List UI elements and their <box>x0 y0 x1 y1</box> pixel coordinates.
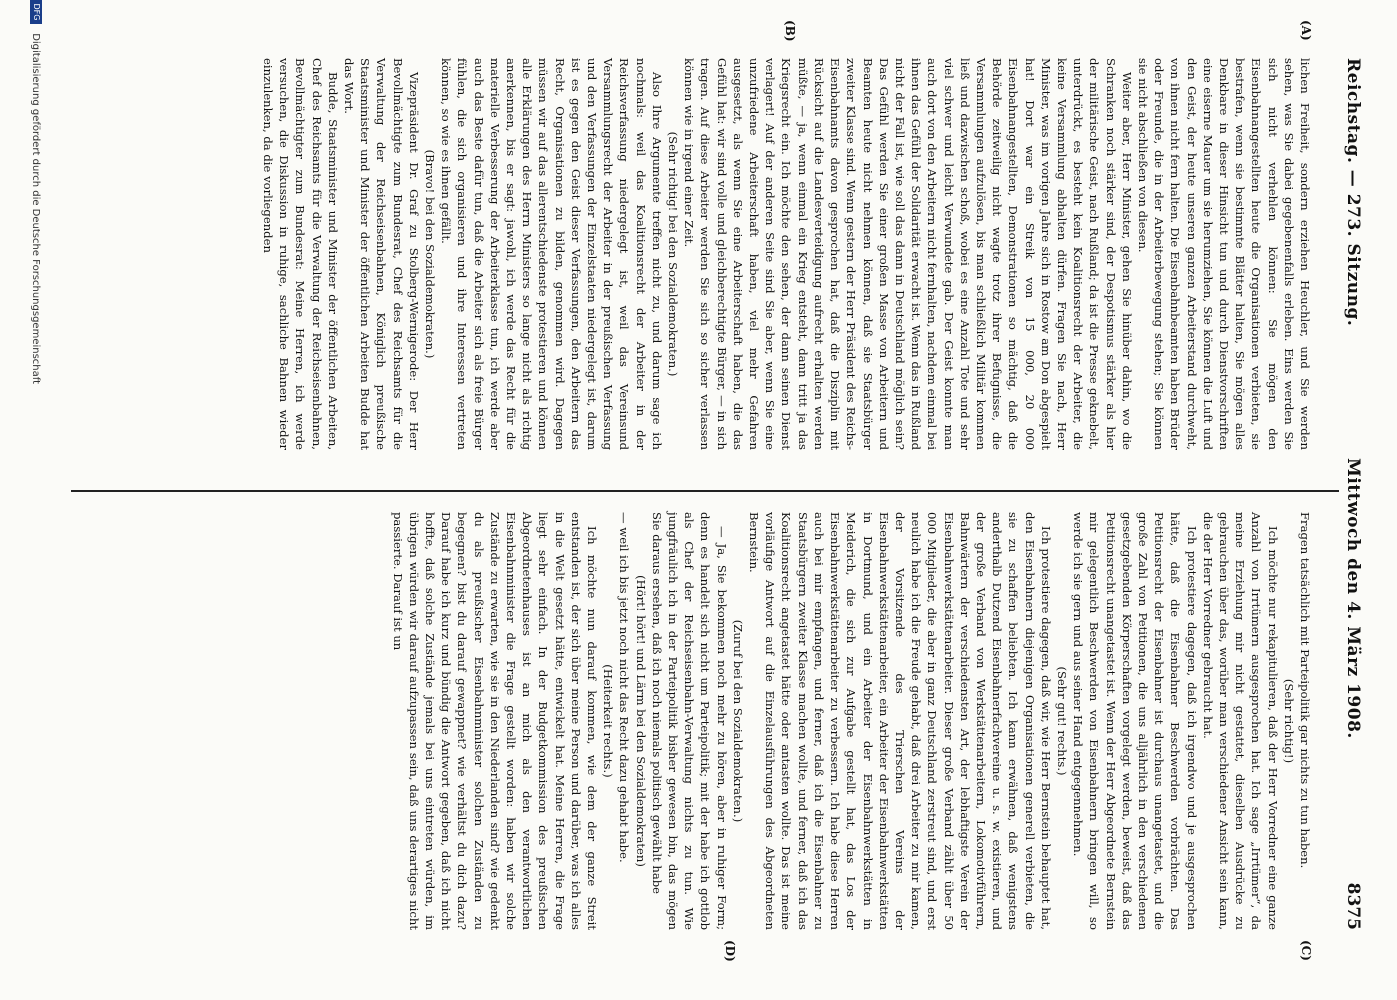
paragraph: Ich möchte nur rekapitulieren, daß der Herr Vorredner eine ganze Anzahl von Irrtümern ausgesprochen hat. Ich sage „Irrtümer“, da meine Erziehung mir nicht gestattet, dieselben Ausdrücke zu gebrauchen über das, worüber man verschiedener Ansicht sein kann, die der Herr Vorredner gebraucht hat. <box>1200 512 1280 930</box>
paragraph: (Heiterkeit rechts.) <box>601 664 616 778</box>
paragraph: Vizepräsident Dr. Graf zu Stolberg-Wernigerode: Der Herr Bevollmächtigte zum Bundesrat, Chef des Reichsamts für die Verwaltung der Reichseisenbahnen, Königlich preußische Staatsminister und Minister der öffentlichen Arbeiten Budde hat das Wort. <box>342 58 421 450</box>
text-column-left <box>260 58 1313 450</box>
header-date: Mittwoch den 4. März 1908. <box>1343 458 1363 739</box>
text-column-right <box>389 512 1313 930</box>
paragraph: (Hört! hört! und Lärm bei den Sozialdemokraten) <box>633 575 648 867</box>
margin-letter-d: (D) <box>723 940 737 962</box>
page-number: 8375 <box>1343 882 1363 930</box>
paragraph: — Ja, Sie bekommen noch mehr zu hören, aber in ruhiger Form; denn es handelt sich nicht um Parteipolitik; mit der habe ich gottlob als Chef der Reichseisenbahn-Verwaltung nichts zu tun. Wie jungfräulich ich in der Parteipolitik bisher gewesen bin, das mögen Sie daraus ersehen, daß ich noch niemals politisch gewählt habe <box>649 512 729 930</box>
paragraph: (Zuruf bei den Sozialdemokraten.) <box>730 619 745 823</box>
paragraph: Weiter aber, Herr Minister, gehen Sie hinüber dahin, wo die Schranken noch stärker sind, der Despotismus stärker als hier der militärische Geist, nach Rußland; da ist die Presse geknebelt, unterdrückt, es besteht kein Koalitionsrecht der Arbeiter, die keine Versammlung abhalten dürfen. Fragen Sie nach, Herr Minister, was im vorigen Jahre sich in Rostow am Don abgespielt hat! Dort war ein Streik von 15 000, 20 000 Eisenbahnangestellten, Demonstrationen so mächtig, daß die Behörde zeitweilig nicht wagte trotz ihrer Befugnisse, die Versammlungen aufzulösen, bis man schließlich Militär kommen ließ und dazwischen schoß, wobei es eine Anzahl Tote und sehr viel schwer und leicht Verwundete gab. Der Geist konnte man auch dort von den Arbeitern nicht fernhalten, nachdem einmal bei ihnen das Gefühl der Solidarität erwacht ist. Wenn das in Rußland nicht der Fall ist, wie soll das dann in Deutschland möglich sein? Das Gefühl werden Sie einer großen Masse von Arbeitern und Beamten heute nicht nehmen können, daß sie Staatsbürger zweiter Klasse sind. Wenn gestern der Herr Präsident des Reichs-Eisenbahnamts davon gesprochen hat, daß die Disziplin mit Rücksicht auf die Landesverteidigung aufrecht erhalten werden müßte, — ja, wenn einmal ein Krieg entsteht, dann tritt ja das Kriegsrecht ein. Ich möchte den sehen, der dann seinen Dienst verlagert! Auf der anderen Seite sind Sie aber, wenn Sie eine unzufriedene Arbeiterschaft haben, viel mehr Gefahren ausgesetzt, als wenn Sie eine Arbeiterschaft haben, die das Gefühl hat: wir sind volle und gleichberechtigte Bürger, — in sich tragen. Auf diese Arbeiter werden Sie sich so sicher verlassen können wie in irgend einer Zeit. <box>682 58 1134 450</box>
paragraph: — weil ich bis jetzt noch nicht das Recht dazu gehabt habe. <box>617 512 632 863</box>
dfg-logo: DFG <box>30 0 42 24</box>
margin-letter-c: (C) <box>1299 940 1313 961</box>
footer-note <box>30 0 42 1000</box>
paragraph: Ich möchte nun darauf kommen, wie dem der ganze Streit entstanden ist, der sich über meine Person und darüber, was ich alles in die Welt gesetzt hätte, entwickelt hat. Meine Herren, die Frage liegt sehr einfach. In der Budgetkommission des preußischen Abgeordnetenhauses ist an mich als den verantwortlichen Eisenbahnminister die Frage gestellt worden: haben wir solche Zustände zu erwarten, wie sie in den Niederlanden sind? wie gedenkt du als preußischer Eisenbahnminister solchen Zuständen zu begegnen? bist du darauf gewappnet? wie verhältst du dich dazu? Darauf habe ich kurz und bündig die Antwort gegeben, daß ich nicht hoffte, daß solche Zustände jemals bei uns eintreten würden, im übrigen würden wir darauf aufzupassen sein, daß uns derartiges nicht passierte. Darauf ist un <box>390 512 600 930</box>
paragraph: Also Ihre Argumente treffen nicht zu, und darum sage ich nochmals: weil das Koalitionsrecht der Arbeiter in der Reichsverfassung niedergelegt ist, weil das Vereinsund Versammlungsrecht der Arbeiter in der preußischen Verfassung und den Verfassungen der Einzelstaaten niedergelegt ist, darum ist es gegen den Geist dieser Verfassungen, den Arbeitern das Recht, Organisationen zu bilden, genommen wird. Dagegen müssen wir auf das allerentschiedenste protestieren und können alle Erklärungen des Herrn Ministers so lange nicht als richtig anerkennen, bis er sagt: jawohl, ich werde das Recht für die materielle Verbesserung der Arbeiterklasse tun, ich werde aber auch das Beste dafür tun, daß die Arbeiter sich als freie Bürger fühlen, die sich organisieren und ihre Interessen vertreten können, so wie es ihnen gefällt. <box>439 58 664 450</box>
paragraph: Budde, Staatsminister und Minister der öffentlichen Arbeiten, Chef des Reichsamts für die Verwaltung der Reichseisenbahnen, Bevollmächtigter zum Bundesrat: Meine Herren, ich werde versuchen, die Diskussion in ruhige, sachliche Bahnen wieder einzulenken, da die vorliegenden <box>261 58 340 450</box>
paragraph: Ich protestiere dagegen, daß ich irgendwo und je ausgesprochen hätte, daß die Eisenbahner Beschwerden vorbrächten. Das Petitionsrecht der Eisenbahner ist durchaus unangetastet, und die große Zahl von Petitionen, die uns alljährlich in den verschiedenen gesetzgebenden Körperschaften vorgelegt werden, beweist, daß das Petitionsrecht unangetastet ist. Wenn der Herr Abgeordnete Bernstein mir gelegentlich Beschwerden von Eisenbahnern bringen will, so werde ich sie gern und aus seiner Hand entgegennehmen. <box>1071 512 1199 930</box>
header-left: Reichstag. — 273. Sitzung. <box>1343 58 1363 327</box>
paragraph: (Bravo! bei den Sozialdemokraten.) <box>423 149 438 359</box>
margin-letter-a: (A) <box>1299 20 1313 41</box>
paragraph: Ich protestiere dagegen, daß wir, wie Herr Bernstein behauptet hat, den Eisenbahnern diejenigen Organisationen generell verbieten, die sie zu schaffen beliebten. Ich kann erwähnen, daß wenigstens anderthalb Dutzend Eisenbahnerfachvereine u. s. w. existieren, und der große Verband von Werkstättenarbeitern, Lokomotivführern, Bahnwärtern der verschiedensten Art, der lebhaftigste Verein der Eisenbahnwerkstättenarbeiter. Dieser große Verband zählt über 50 000 Mitglieder, die aber in ganz Deutschland zerstreut sind, und erst neulich habe ich die Freude gehabt, daß drei Arbeiter zu mir kamen, der Vorsitzende des Trierschen Vereins der Eisenbahnwerkstättenarbeiter, ein Arbeiter der Eisenbahnwerkstätten in Dortmund, und ein Arbeiter der Eisenbahnwerkstätten in Meiderich, die sich zur Aufgabe gestellt hat, das Los der Eisenbahnwerkstättenarbeiter zu verbessern. Ich habe diese Herren auch bei mir empfangen, und ferner, daß ich die Eisenbahner zu Staatsbürgern zweiter Klasse machen wollte, und ferner, daß ich das Koalitionsrecht angetastet hätte oder antasten wollte. Das ist meine vorläufige Antwort auf die Einzelausführungen des Abgeordneten Bernstein. <box>747 512 1053 930</box>
paragraph: (Sehr richtig! bei den Sozialdemokraten.) <box>666 131 681 377</box>
column-divider <box>71 490 1339 492</box>
paragraph: (Sehr richtig!) <box>1281 678 1296 764</box>
paragraph: Fragen tatsächlich mit Parteipolitik gar nichts zu tun haben. <box>1298 512 1312 869</box>
paragraph: lichen Freiheit, sondern erziehen Heuchler, und Sie werden sehen, was Sie dabei gegebenenfalls erleben. Eins werden Sie sich nicht verhehlen können: Sie mögen den Eisenbahnangestellten heute die Organisationen verbieten, sie bestrafen, wenn sie bestimmte Blätter halten, Sie mögen alles Denkbare in dieser Hinsicht tun und durch Dienstvorschriften eine eiserne Mauer um sie herumziehen, Sie können die Luft und den Geist, der heute unseren ganzen Arbeiterstand durchweht, von ihnen nicht fern halten. Die Eisenbahnbeamten haben Brüder oder Freunde, die in der Arbeiterbewegung stehen; Sie können sie nicht abschließen von diesen. <box>1135 58 1312 450</box>
footer-text: Digitalisierung gefördert durch die Deutsche Forschungsgemeinschaft <box>30 33 41 385</box>
paragraph: (Sehr gut! rechts.) <box>1054 666 1069 776</box>
margin-letter-b: (B) <box>783 20 797 42</box>
page-header <box>1337 58 1397 930</box>
